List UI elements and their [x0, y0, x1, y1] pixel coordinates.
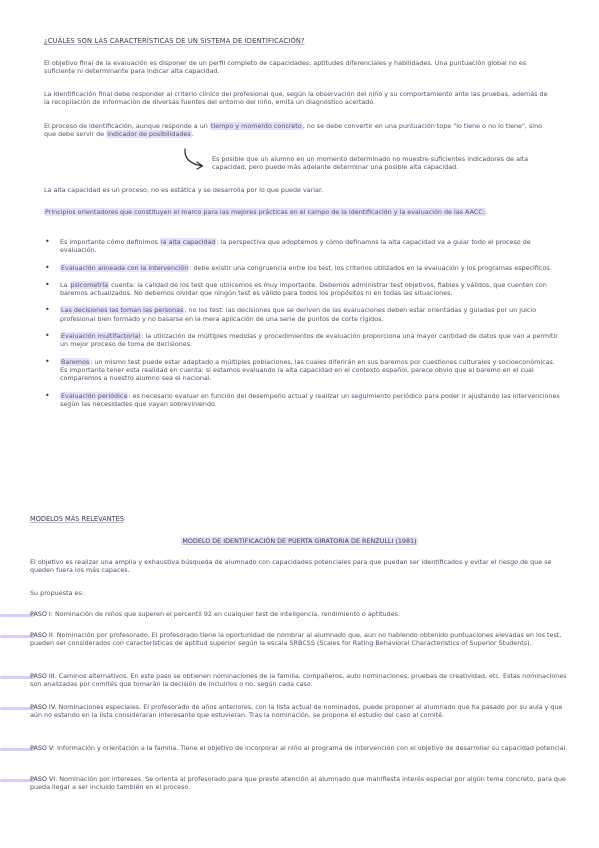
bullet-highlight: Las decisiones las toman las personas: [61, 306, 184, 315]
paso-4: PASO IV. Nominaciones especiales. El profesorado de años anteriores, con la lista actual de nominados, puede proponer al alumnado que ha pasado por su aula y que aún no estando en la lista consideraran interesante que estuvieran. Tras la nominación, se propone el estudio del caso al comité.: [30, 703, 563, 720]
bullet-highlight: psicometría: [70, 280, 109, 289]
principles-title: [44, 208, 554, 216]
bullet-icon: •: [45, 331, 50, 341]
bullet-icon: •: [45, 237, 50, 246]
bullet-icon: •: [45, 305, 50, 315]
paragraph-process-variable: La alta capacidad es un proceso, no es estática y se desarrolla por lo que puede variar.: [44, 186, 324, 194]
paragraph-identification: La identificación final debe responder al criterio clínico del profesional que, según la observación del niño y su comportamiento ante las pruebas, además de la recopilación de información de diversas fuentes del entorno del niño, emita un diagnóstico acertado.: [44, 90, 548, 107]
bullet-highlight: la alta capacidad: [160, 238, 216, 246]
principles-title-text: Principios orientadores que constituyen el marco para las mejores prácticas en el campo de la identificación y la evaluación de las AACC:: [45, 208, 485, 216]
note-possible-indicator: Es posible que un alumno en un momento determinado no muestre suficientes indicadores de alta capacidad, pero puede más adelante determinar una posible alta capacidad.: [212, 155, 529, 172]
model-title: [0, 537, 599, 545]
paragraph-process: [44, 122, 554, 139]
paso-marker: [0, 614, 34, 617]
list-item: • Evaluación periódica: es necesario evaluar en función del desempeño actual y realizar un seguimiento periódico para poder ir ajustando las intervenciones según las necesidades que vayan sobreviniendo.: [45, 390, 560, 408]
paso-3: PASO III. Caminos alternativos. En este paso se obtienen nominaciones de la familia, compañeros, auto nominaciones, pruebas de creatividad, etc. Estas nominaciones son analizadas por comités que tomarán la decisión de incluirlos o no, según cada caso.: [30, 672, 567, 689]
bullet-icon: •: [45, 262, 50, 272]
paso-1: PASO I: Nominación de niños que superen el percentil 92 en cualquier test de inteligencia, rendimiento o aptitudes.: [30, 610, 401, 618]
bullet-icon: •: [45, 279, 50, 289]
bullet-highlight: Evaluación multifactorial: [61, 332, 141, 341]
process-text-pre: El proceso de identificación, aunque responde a un: [44, 122, 210, 130]
page-heading: ¿CUÁLES SON LAS CARACTERÍSTICAS DE UN SISTEMA DE IDENTIFICACIÓN?: [44, 37, 305, 45]
paso-5: PASO V: Información y orientación a la familia. Tiene el objetivo de incorporar al niño al programa de intervención con el objetivo de desarrollar su capacidad potencial.: [30, 744, 568, 752]
bullet-icon: •: [45, 356, 50, 366]
principles-list: [44, 238, 564, 408]
list-item: • Baremos: un mismo test puede estar adaptado a múltiples poblaciones, las cuales diferirán en sus baremos por cuestiones culturales y socioeconómicas. Es importante tener esta realidad en cuenta: si estamos evaluando la alta capacidad en el contexto español, parece obvio que el baremo en el cual comparemos a nuestro alumno sea el nacional.: [45, 356, 555, 383]
model-intro: El objetivo es realizar una amplia y exhaustiva búsqueda de alumnado con capacidades potenciales para que puedan ser identificados y evitar el riesgo de que se queden fuera los más capaces.: [30, 558, 552, 575]
bullet-highlight: Evaluación alineada con la intervención: [61, 263, 189, 272]
highlight-time-moment: tiempo y momento concreto: [210, 122, 302, 130]
paso-marker: [0, 748, 34, 751]
paso-marker: [0, 676, 34, 679]
list-item: • La psicometría cuenta: la calidad de los test que utilicemos es muy importante. Debemos administrar test objetivos, fiables y válidos, que cuenten con baremos actualizados. No debemos olvidar que ningún test es válido para todos los propósitos ni en todas las situaciones.: [45, 279, 547, 298]
list-item: • Evaluación multifactorial: la utilización de múltiples medidas y procedimientos de evaluación proporciona una mayor cantidad de datos que van a permitir un mejor proceso de toma de decisiones.: [45, 331, 558, 349]
section-title-models: MODELOS MÁS RELEVANTES: [30, 515, 125, 523]
list-item: • Es importante cómo definimos la alta capacidad: la perspectiva que adoptemos y cómo definamos la alta capacidad va a guiar todo el proceso de evaluación.: [45, 237, 531, 255]
curved-arrow-icon: [182, 147, 206, 173]
proposal-label: Su propuesta es:: [30, 589, 84, 597]
list-item: • Las decisiones las toman las personas, no los test: las decisiones que se deriven de las evaluaciones deben estar orientadas y guiadas por un juicio profesional bien formado y no basarse en la mera aplicación de una serie de puntos de corte rígidos.: [45, 305, 537, 323]
list-item: • Evaluación alineada con la intervención: debe existir una congruencia entre los test, los criterios utilizados en la evaluación y los programas específicos.: [45, 262, 552, 272]
bullet-highlight: Baremos: [61, 357, 90, 366]
process-text-post: .: [191, 130, 194, 139]
paso-2: PASO II. Nominación por profesorado. El profesorado tiene la oportunidad de nombrar al alumnado que, aun no habiendo obtenido puntuaciones elevadas en los test, pueden ser considerados con características de aptitud superior según la escala SRBCSS (Scales for Rating Behavioral Characteristics of Superior Students).: [30, 631, 562, 648]
paso-marker: [0, 635, 34, 638]
paragraph-objective: El objetivo final de la evaluación es disponer de un perfil completo de capacidades, aptitudes diferenciales y habilidades. Una puntuación global no es suficiente ni determinante para indicar alta capacidad.: [44, 59, 527, 76]
bullet-highlight: Evaluación periódica: [61, 391, 128, 400]
highlight-indicator: indicador de posibilidades: [107, 130, 191, 139]
model-title-text: MODELO DE IDENTIFICACIÓN DE PUERTA GIRATORIA DE RENZULLI (1981): [182, 537, 417, 545]
bullet-icon: •: [45, 390, 50, 400]
process-text-mid: , no se debe convertir en una puntuación tope "lo tiene o no lo tiene", sino que debe servir de: [44, 122, 543, 139]
paso-6: PASO VI. Nominación por intereses. Se orienta al profesorado para que preste atención al alumnado que manifiesta interés especial por algún tema concreto, para que pueda llegar a ser incluido también en el proceso.: [30, 775, 566, 792]
paso-marker: [0, 707, 34, 710]
paso-marker: [0, 779, 34, 782]
